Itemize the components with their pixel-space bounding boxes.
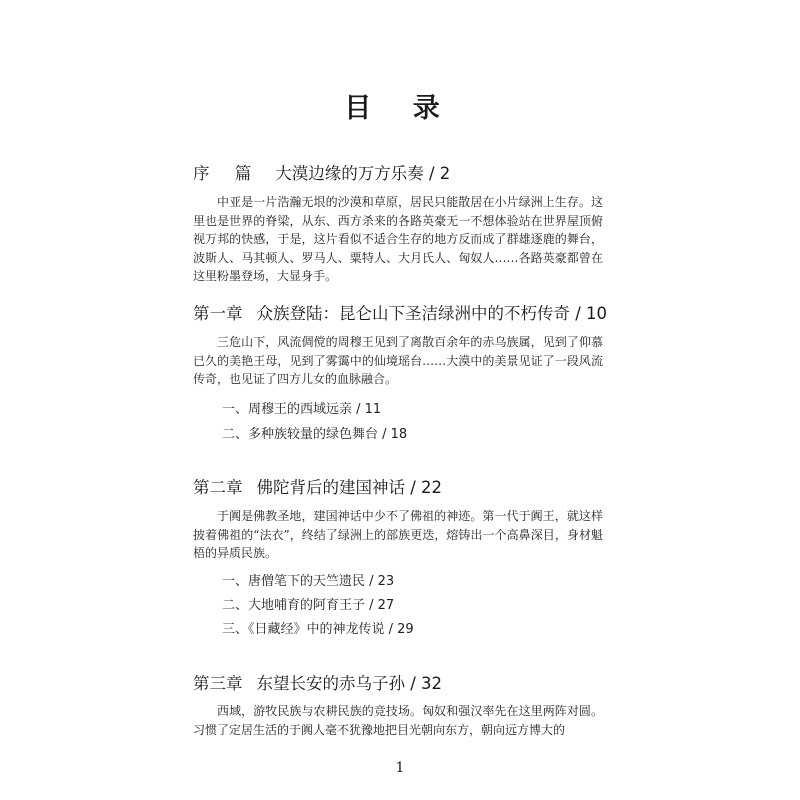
toc-section[interactable]: 二、多种族较量的绿色舞台 / 18 — [222, 427, 408, 442]
entry-label: 序 篇 — [193, 164, 262, 183]
toc-section[interactable]: 二、大地哺育的阿育王子 / 27 — [222, 598, 395, 613]
entry-summary: 西域，游牧民族与农耕民族的竞技场。匈奴和强汉率先在这里两阵对圆。习惯了定居生活的于阗人毫不犹豫地把目光朝向东方，朝向远方博大的 — [193, 704, 603, 737]
toc-section[interactable]: 三、《日藏经》中的神龙传说 / 29 — [222, 622, 414, 637]
entry-label: 第二章 — [193, 478, 243, 497]
entry-title: 佛陀背后的建国神话 / 22 — [256, 478, 443, 497]
entry-label: 第一章 — [193, 304, 243, 323]
toc-entry-chapter-3[interactable] — [193, 670, 442, 694]
entry-title: 大漠边缘的万方乐奏 / 2 — [275, 164, 451, 183]
entry-title: 东望长安的赤乌子孙 / 32 — [256, 674, 443, 693]
toc-section[interactable]: 一、周穆王的西域远亲 / 11 — [222, 402, 382, 417]
entry-summary: 三危山下，风流倜傥的周穆王见到了离散百余年的赤乌族属，见到了仰慕已久的美艳王母，见到了雾霭中的仙境瑶台……大漠中的美景见证了一段风流传奇，也见证了四方儿女的血脉融合。 — [193, 335, 603, 386]
entry-label: 第三章 — [193, 674, 243, 693]
toc-section[interactable]: 一、唐僧笔下的天竺遗民 / 23 — [222, 574, 395, 589]
entry-title: 众族登陆：昆仑山下圣洁绿洲中的不朽传奇 / 10 — [256, 304, 608, 323]
page-number: 1 — [395, 760, 405, 776]
toc-entry-chapter-2[interactable] — [193, 474, 442, 498]
entry-summary: 于阗是佛教圣地，建国神话中少不了佛祖的神迹。第一代于阗王，就这样披着佛祖的“法衣”，终结了绿洲上的部族更迭，熔铸出一个高鼻深目，身材魁梧的异质民族。 — [193, 509, 603, 560]
toc-entry-chapter-1[interactable] — [193, 300, 607, 324]
entry-summary: 中亚是一片浩瀚无垠的沙漠和草原，居民只能散居在小片绿洲上生存。这里也是世界的脊梁，从东、西方杀来的各路英豪无一不想体验站在世界屋顶俯视万邦的快感，于是，这片看似不适合生存的地方反而成了群雄逐鹿的舞台，波斯人、马其顿人、罗马人、粟特人、大月氏人、匈奴人……各路英豪都曾在这里粉墨登场，大显身手。 — [193, 195, 603, 283]
page-title: 目 录 — [344, 93, 456, 124]
toc-entry-prologue[interactable] — [193, 160, 450, 184]
